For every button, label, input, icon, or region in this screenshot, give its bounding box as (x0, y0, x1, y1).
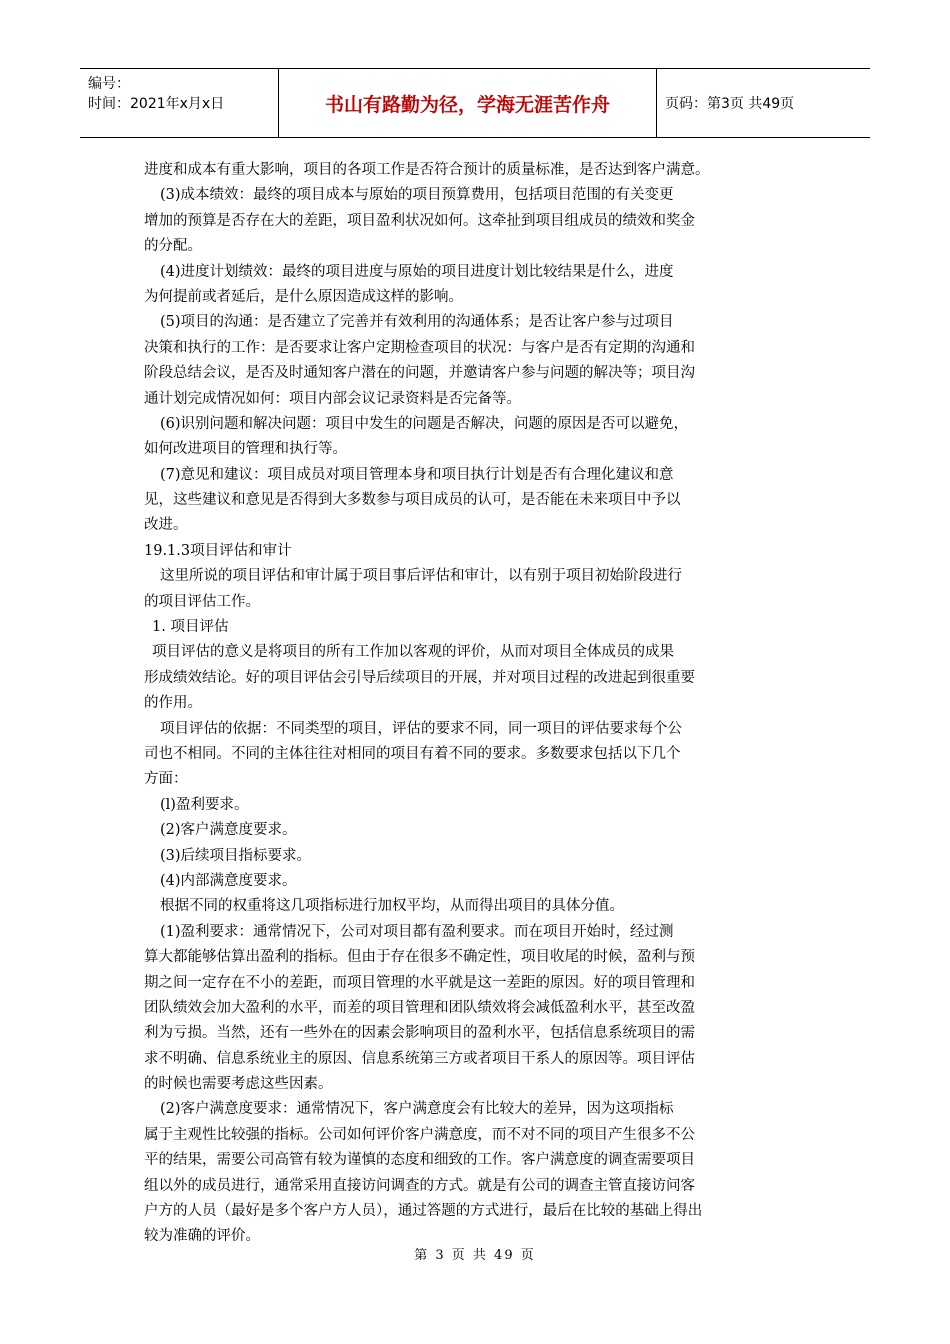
text-line: 的作用。 (144, 695, 202, 712)
text-line: 决策和执行的工作：是否要求让客户定期检查项目的状况：与客户是否有定期的沟通和 (144, 339, 695, 356)
text-line: 算大都能够估算出盈利的指标。但由于存在很多不确定性，项目收尾的时候，盈利与预 (144, 949, 695, 966)
text-line: (1)盈利要求：通常情况下，公司对项目都有盈利要求。而在项目开始时，经过测 (160, 923, 674, 940)
text-line: 见，这些建议和意见是否得到大多数参与项目成员的认可，是否能在未来项目中予以 (144, 492, 681, 509)
page-header (80, 68, 870, 138)
text-line: 项目评估的依据：不同类型的项目，评估的要求不同，同一项目的评估要求每个公 (160, 720, 682, 737)
text-line: 阶段总结会议，是否及时通知客户潜在的问题，并邀请客户参与问题的解决等；项目沟 (144, 365, 695, 382)
body-text (144, 158, 804, 1250)
text-line: 如何改进项目的管理和执行等。 (144, 441, 347, 458)
doc-code-label: 编号： (88, 76, 130, 92)
text-line: (4)进度计划绩效：最终的项目进度与原始的项目进度计划比较结果是什么，进度 (160, 263, 674, 280)
text-line: 增加的预算是否存在大的差距，项目盈利状况如何。这牵扯到项目组成员的绩效和奖金 (144, 212, 695, 229)
text-line: 平的结果，需要公司高管有较为谨慎的态度和细致的工作。客户满意度的调查需要项目 (144, 1152, 695, 1169)
text-line: 的时候也需要考虑这些因素。 (144, 1076, 333, 1093)
text-line: 通计划完成情况如何：项目内部会议记录资料是否完备等。 (144, 390, 521, 407)
text-line: 期之间一定存在不小的差距，而项目管理的水平就是这一差距的原因。好的项目管理和 (144, 974, 695, 991)
subsection-heading: 1. 项目评估 (152, 619, 229, 636)
doc-date-label: 时间：2021年x月x日 (88, 96, 225, 112)
text-line: 司也不相同。不同的主体往往对相同的项目有着不同的要求。多数要求包括以下几个 (144, 745, 681, 762)
list-item: (3)后续项目指标要求。 (160, 847, 312, 864)
text-line: (3)成本绩效：最终的项目成本与原始的项目预算费用，包括项目范围的有关变更 (160, 187, 674, 204)
text-line: (7)意见和建议：项目成员对项目管理本身和项目执行计划是否有合理化建议和意 (160, 466, 674, 483)
text-line: 户方的人员（最好是多个客户方人员），通过答题的方式进行，最后在比较的基础上得出 (144, 1203, 703, 1220)
list-item: (2)客户满意度要求。 (160, 822, 297, 839)
text-line: 这里所说的项目评估和审计属于项目事后评估和审计，以有别于项目初始阶段进行 (160, 568, 682, 585)
text-line: (2)客户满意度要求：通常情况下，客户满意度会有比较大的差异，因为这项指标 (160, 1101, 674, 1118)
text-line: 项目评估的意义是将项目的所有工作加以客观的评价，从而对项目全体成员的成果 (152, 644, 674, 661)
text-line: 的项目评估工作。 (144, 593, 260, 610)
text-line: 求不明确、信息系统业主的原因、信息系统第三方或者项目干系人的原因等。项目评估 (144, 1050, 695, 1067)
text-line: 较为准确的评价。 (144, 1228, 260, 1245)
page-footer: 第 3 页 共 49 页 (414, 1248, 536, 1263)
text-line: 方面： (144, 771, 188, 788)
text-line: 利为亏损。当然，还有一些外在的因素会影响项目的盈利水平，包括信息系统项目的需 (144, 1025, 695, 1042)
header-page-info: 页码：第3页 共49页 (665, 96, 795, 112)
text-line: 的分配。 (144, 238, 202, 255)
text-line: 组以外的成员进行，通常采用直接访问调查的方式。就是有公司的调查主管直接访问客 (144, 1177, 695, 1194)
text-line: (5)项目的沟通：是否建立了完善并有效利用的沟通体系；是否让客户参与过项目 (160, 314, 674, 331)
section-heading: 19.1.3项目评估和审计 (144, 542, 292, 559)
text-line: 根据不同的权重将这几项指标进行加权平均，从而得出项目的具体分值。 (160, 898, 624, 915)
list-item: (l)盈利要求。 (160, 796, 249, 813)
list-item: (4)内部满意度要求。 (160, 872, 297, 889)
text-line: 属于主观性比较强的指标。公司如何评价客户满意度，而不对不同的项目产生很多不公 (144, 1126, 695, 1143)
text-line: 为何提前或者延后，是什么原因造成这样的影响。 (144, 288, 463, 305)
text-line: (6)识别问题和解决问题：项目中发生的问题是否解决，问题的原因是否可以避免， (160, 415, 689, 432)
text-line: 形成绩效结论。好的项目评估会引导后续项目的开展，并对项目过程的改进起到很重要 (144, 669, 695, 686)
text-line: 进度和成本有重大影响，项目的各项工作是否符合预计的质量标准，是否达到客户满意。 (144, 162, 710, 178)
header-meta (80, 69, 279, 137)
text-line: 团队绩效会加大盈利的水平，而差的项目管理和团队绩效将会减低盈利水平，甚至改盈 (144, 999, 695, 1016)
header-motto: 书山有路勤为径，学海无涯苦作舟 (279, 69, 657, 137)
text-line: 改进。 (144, 517, 188, 534)
